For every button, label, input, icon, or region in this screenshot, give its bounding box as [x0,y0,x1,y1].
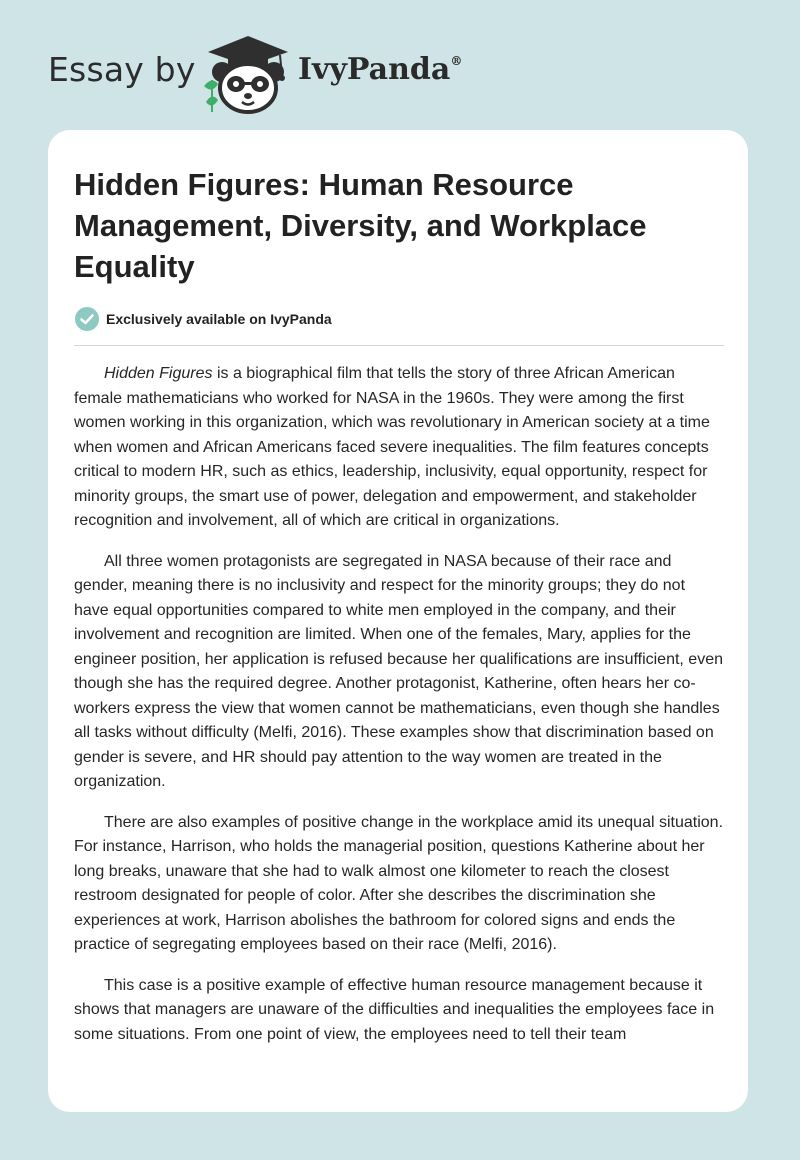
registered-mark: ® [450,54,463,68]
paragraph-2: All three women protagonists are segregated in NASA because of their race and gender, meaning there is no inclusivity and respect for the minority groups; they do not have equal opportunities compared to white men employed in the company, and their involvement and recognition are limited. When one of the females, Mary, applies for the engineer position, her application is refused because her qualifications are insufficient, even though she has the required degree. Another protagonist, Katherine, often hears her co-workers express the view that women cannot be mathematicians, even though she handles all tasks without difficulty (Melfi, 2016). These examples show that discrimination based on gender is severe, and HR should pay attention to the way women are treated in the organization. [74,552,723,790]
exclusive-badge-text: Exclusively available on IvyPanda [106,311,332,327]
essay-body [74,362,724,1063]
film-title: Hidden Figures [104,365,213,382]
exclusive-badge [74,306,332,332]
check-circle-icon [74,306,100,332]
essay-card [48,130,748,1112]
panda-graduate-logo-icon[interactable] [198,32,296,116]
divider [74,345,724,346]
site-header [0,0,800,128]
brand-name[interactable] [298,52,462,87]
brand-text: IvyPanda [298,52,451,87]
paragraph-4: This case is a positive example of effective human resource management because it shows that managers are unaware of the difficulties and inequalities the employees face in some situations. From one point of view, the employees need to tell their team [74,976,715,1043]
essay-by-label: Essay by [48,50,196,89]
essay-title: Hidden Figures: Human Resource Management, Diversity, and Workplace Equality [74,167,647,284]
paragraph-1-text: is a biographical film that tells the story of three African American female mathematicians who worked for NASA in the 1960s. They were among the first women working in this organization, which was revolutionary in American society at a time when women and African Americans faced severe inequalities. The film features concepts critical to modern HR, such as ethics, leadership, inclusivity, equal opportunity, respect for minority groups, the smart use of power, delegation and empowerment, and stakeholder recognition and involvement, all of which are critical in organizations. [74,365,710,529]
paragraph-1 [74,362,724,534]
paragraph-3: There are also examples of positive change in the workplace amid its unequal situation. For instance, Harrison, who holds the managerial position, questions Katherine about her long breaks, unaware that she had to walk almost one kilometer to reach the closest restroom designated for people of color. After she describes the discrimination she experiences at work, Harrison abolishes the bathroom for colored signs and ends the practice of segregating employees based on their race (Melfi, 2016). [74,813,724,953]
